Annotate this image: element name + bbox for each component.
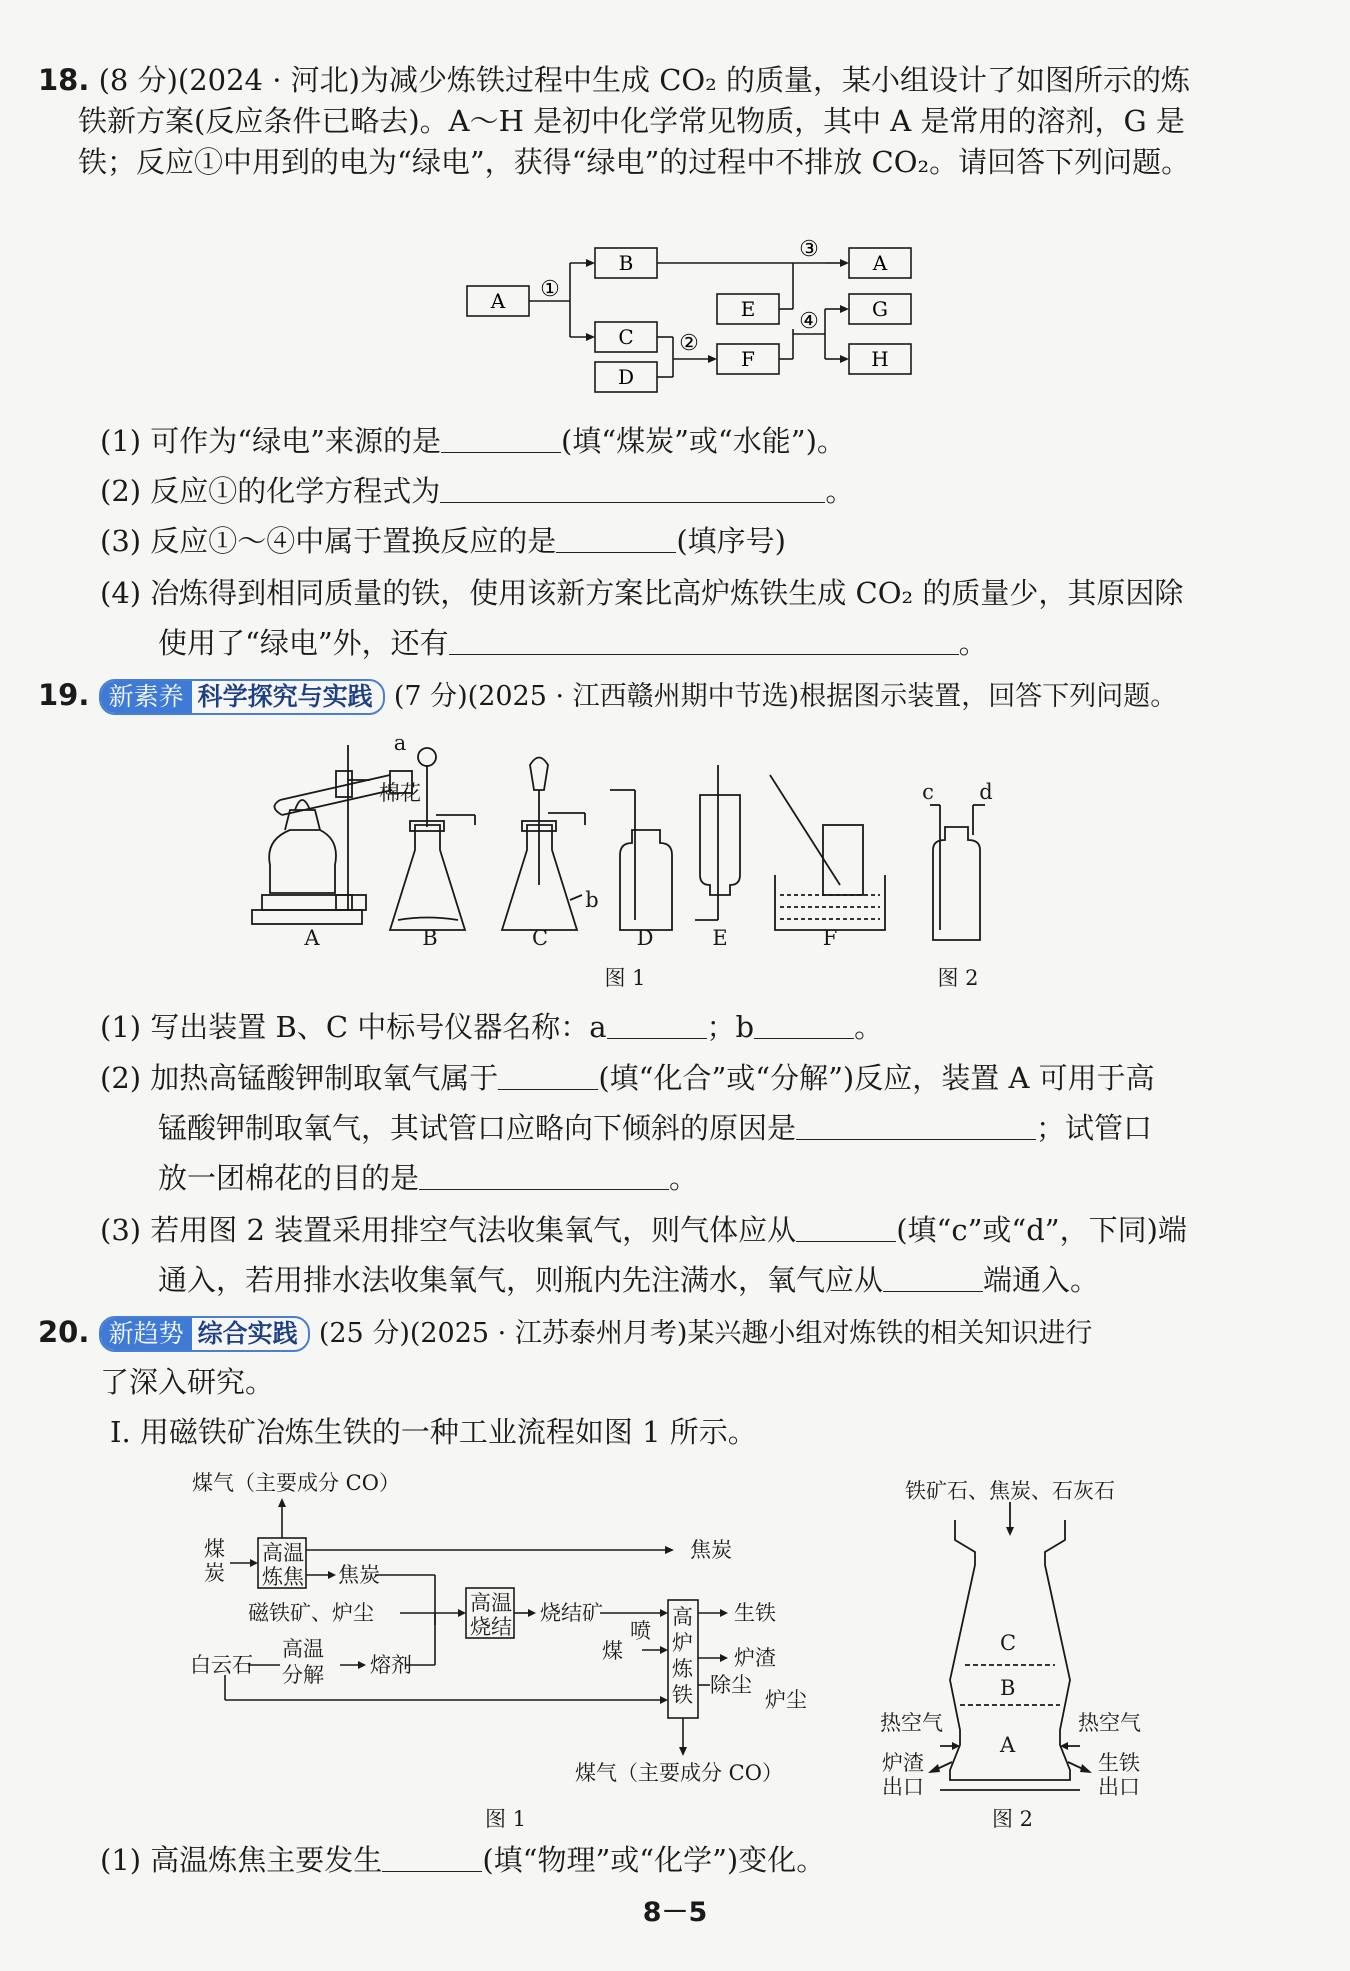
q19-blank-3b[interactable]: [883, 1261, 983, 1292]
q19-header: [38, 675, 1177, 717]
q19-blank-3a[interactable]: [796, 1211, 896, 1242]
label-e: E: [712, 926, 728, 950]
q20-blank-1[interactable]: [382, 1841, 482, 1872]
flow-dust-removal: 除尘: [710, 1673, 752, 1697]
q19-part2-line1: (2) 加热高锰酸钾制取氧气属于 (填“化合”或“分解”)反应，装置 A 可用于高: [100, 1061, 1155, 1095]
label-b: B: [422, 926, 438, 950]
q20-number: 20.: [38, 1315, 90, 1349]
q20-part1: (1) 高温炼焦主要发生 (填“物理”或“化学”)变化。: [100, 1843, 826, 1877]
box-a2-label: A: [872, 251, 888, 275]
q19-part2-line2: 锰酸钾制取氧气，其试管口应略向下倾斜的原因是 ；试管口: [158, 1111, 1153, 1145]
box-d-label: D: [617, 365, 635, 389]
furnace-iron-out-2: 出口: [1098, 1775, 1140, 1799]
q20-header: [38, 1312, 1092, 1354]
flow-flux: 熔剂: [370, 1653, 412, 1677]
furnace-hot-air-right: 热空气: [1078, 1711, 1141, 1735]
box-g-label: G: [872, 297, 888, 321]
q20-tag: 新趋势 综合实践: [99, 1316, 310, 1352]
furnace-iron-out-1: 生铁: [1098, 1751, 1140, 1775]
furnace-slag-out-2: 出口: [882, 1775, 924, 1799]
flow-decomp-1: 高温: [282, 1637, 324, 1661]
step-3: ③: [799, 238, 819, 262]
q19-part3-line1: (3) 若用图 2 装置采用排空气法收集氧气，则气体应从 (填“c”或“d”，下同)端: [100, 1213, 1187, 1247]
q18-part4-line1: (4) 冶炼得到相同质量的铁，使用该新方案比高炉炼铁生成 CO₂ 的质量少，其原因除: [100, 576, 1184, 610]
q19-number: 19.: [38, 678, 90, 712]
apparatus-a: [252, 745, 412, 924]
apparatus-fig2: [930, 805, 985, 940]
q19-apparatus-figure: [240, 735, 1140, 995]
q19-tag: 新素养 科学探究与实践: [99, 679, 385, 715]
furnace-top-label: 铁矿石、焦炭、石灰石: [905, 1480, 1115, 1503]
flow-gas-top: 煤气（主要成分 CO）: [192, 1471, 400, 1495]
flow-bf-4: 铁: [672, 1683, 693, 1707]
label-d: D: [636, 926, 654, 950]
q18-part4-line2: 使用了“绿电”外，还有 。: [158, 626, 988, 660]
fig2-caption: 图 2: [937, 966, 979, 990]
mark-b: b: [585, 888, 599, 912]
apparatus-b: [390, 748, 475, 930]
flow-bf-1: 高: [672, 1605, 693, 1629]
box-c-label: C: [618, 325, 634, 349]
apparatus-c: [502, 758, 585, 931]
q20-head-2: 了深入研究。: [100, 1365, 275, 1399]
label-a: A: [304, 926, 320, 950]
q20-head-1: (25 分)(2025 · 江苏泰州月考)某兴趣小组对炼铁的相关知识进行: [318, 1318, 1093, 1349]
flow-coal-1: 煤: [204, 1537, 225, 1561]
q18-blank-4[interactable]: [449, 624, 959, 655]
q18-line3: 铁；反应①中用到的电为“绿电”，获得“绿电”的过程中不排放 CO₂。请回答下列问题。: [78, 145, 1191, 179]
flow-spray: 喷: [630, 1619, 651, 1643]
flow-coking-1: 高温: [262, 1541, 304, 1565]
q20-furnace-figure: [880, 1480, 1180, 1830]
q19-blank-2a[interactable]: [498, 1059, 598, 1090]
mark-a: a: [393, 735, 407, 755]
page-number: 8－5: [642, 1897, 708, 1928]
fig1-caption: 图 1: [604, 966, 646, 990]
apparatus-f: [770, 775, 885, 930]
q19-part3-line2: 通入，若用排水法收集氧气，则瓶内先注满水，氧气应从 端通入。: [158, 1263, 1100, 1297]
furnace-zone-c: C: [1000, 1631, 1017, 1655]
label-c: C: [531, 926, 549, 950]
step-2: ②: [679, 331, 699, 356]
flow-sinter-1: 高温: [470, 1591, 512, 1615]
furnace-zone-a: A: [1000, 1733, 1016, 1757]
box-a-label: A: [490, 289, 506, 313]
q18-part2: (2) 反应①的化学方程式为 。: [100, 474, 855, 508]
q18-part3: (3) 反应①～④中属于置换反应的是 (填序号): [100, 524, 786, 558]
mark-d: d: [979, 780, 993, 804]
q19-blank-2b[interactable]: [796, 1109, 1036, 1140]
furnace-fig-caption: 图 2: [992, 1807, 1034, 1830]
flow-coke: 焦炭: [338, 1563, 380, 1587]
furnace-zone-b: B: [1000, 1676, 1016, 1700]
q18-blank-3[interactable]: [556, 522, 676, 553]
box-e-label: E: [740, 297, 756, 321]
box-b-label: B: [618, 251, 634, 275]
q19-part1: (1) 写出装置 B、C 中标号仪器名称：a ；b 。: [100, 1010, 884, 1044]
q18-stem-1: (8 分)(2024 · 河北)为减少炼铁过程中生成 CO₂ 的质量，某小组设计了如图所示的炼: [98, 63, 1191, 97]
apparatus-d: [610, 790, 672, 930]
mark-c: c: [922, 780, 934, 804]
flow-coking-2: 炼焦: [262, 1565, 304, 1589]
furnace-hot-air-left: 热空气: [880, 1711, 943, 1735]
flow-slag: 炉渣: [734, 1646, 776, 1670]
flow-fig-caption: 图 1: [485, 1807, 527, 1831]
q18-blank-2[interactable]: [440, 472, 825, 503]
apparatus-e: [695, 765, 740, 920]
flow-dust: 炉尘: [765, 1688, 807, 1712]
flow-decomp-2: 分解: [282, 1663, 324, 1687]
q19-blank-2c[interactable]: [419, 1159, 669, 1190]
q18-line1: [38, 60, 1190, 100]
q18-line2: 铁新方案(反应条件已略去)。A～H 是初中化学常见物质，其中 A 是常用的溶剂，G 是: [78, 104, 1185, 138]
q20-section-1: Ⅰ. 用磁铁矿冶炼生铁的一种工业流程如图 1 所示。: [110, 1415, 757, 1449]
q20-flow-figure: [190, 1460, 830, 1835]
cotton-label: 棉花: [379, 781, 421, 805]
box-f-label: F: [741, 347, 755, 371]
q18-flow-diagram: [455, 238, 935, 408]
flow-sinter-ore: 烧结矿: [540, 1601, 603, 1625]
q18-number: 18.: [38, 63, 90, 97]
flow-bf-3: 炼: [672, 1657, 693, 1681]
furnace-slag-out-1: 炉渣: [882, 1751, 924, 1775]
flow-ore: 磁铁矿、炉尘: [248, 1601, 374, 1625]
q19-part2-line3: 放一团棉花的目的是 。: [158, 1161, 699, 1195]
q18-blank-1[interactable]: [441, 422, 561, 453]
label-f: F: [822, 926, 838, 950]
flow-coke-out: 焦炭: [690, 1538, 732, 1562]
flow-pig-iron: 生铁: [734, 1601, 776, 1625]
q19-blank-a[interactable]: [607, 1008, 707, 1039]
flow-dolomite: 白云石: [190, 1653, 253, 1677]
flow-sinter-2: 烧结: [470, 1615, 512, 1639]
flow-coal-2: 炭: [204, 1561, 225, 1585]
q19-head: (7 分)(2025 · 江西赣州期中节选)根据图示装置，回答下列问题。: [393, 681, 1178, 712]
q19-blank-b[interactable]: [754, 1008, 854, 1039]
flow-bf-2: 炉: [672, 1631, 693, 1655]
step-1: ①: [540, 277, 560, 302]
flow-gas-bottom: 煤气（主要成分 CO）: [575, 1761, 783, 1785]
step-4: ④: [799, 309, 819, 334]
flow-coal: 煤: [602, 1639, 623, 1663]
box-h-label: H: [871, 347, 889, 371]
q18-part1: (1) 可作为“绿电”来源的是 (填“煤炭”或“水能”)。: [100, 424, 846, 458]
